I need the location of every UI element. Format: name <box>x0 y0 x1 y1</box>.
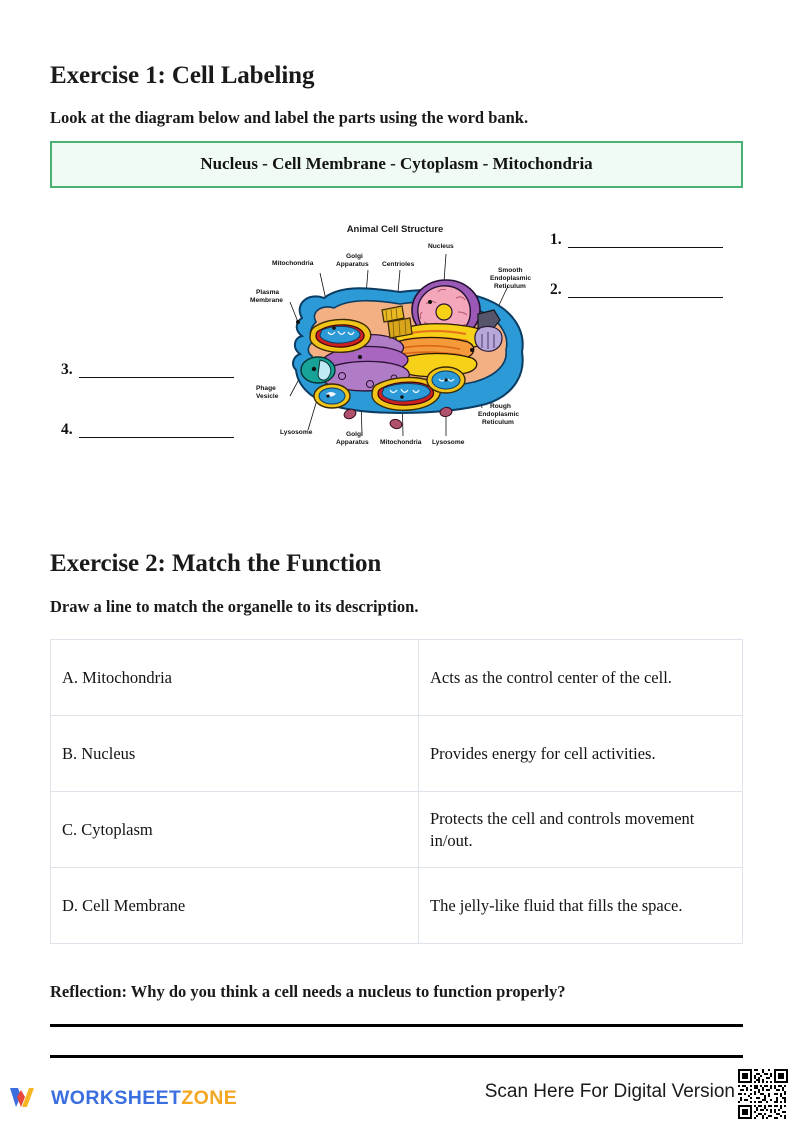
label-golgi-bottom-1: Golgi <box>346 431 363 438</box>
worksheet-zone-logo[interactable] <box>8 1085 237 1111</box>
label-phage-vesicle-2: Vesicle <box>256 393 279 400</box>
lysosome-shape-2 <box>427 367 465 393</box>
exercise-2-section <box>50 550 743 578</box>
organelle-cell[interactable]: C. Cytoplasm <box>51 792 419 868</box>
label-smooth-er-1: Smooth <box>498 267 523 274</box>
match-table-wrap <box>50 639 743 944</box>
description-cell[interactable]: Acts as the control center of the cell. <box>419 640 743 716</box>
table-row[interactable] <box>51 868 743 944</box>
blank-2-line[interactable] <box>568 296 723 298</box>
label-golgi-bottom-2: Apparatus <box>336 439 369 446</box>
nucleus-pointer-dot <box>428 300 432 304</box>
animal-cell-diagram <box>250 218 540 463</box>
word-bank: Nucleus - Cell Membrane - Cytoplasm - Mitochondria <box>50 141 743 188</box>
diagram-area <box>50 218 743 483</box>
logo-primary-text: WORKSHEET <box>51 1087 181 1109</box>
blank-4-line[interactable] <box>79 436 234 438</box>
label-mitochondria-bottom: Mitochondria <box>380 439 422 446</box>
reflection-answer-line-2-wrap <box>50 1055 743 1058</box>
qr-code[interactable] <box>738 1069 788 1119</box>
exercise-2-title: Exercise 2: Match the Function <box>50 550 743 578</box>
exercise-1-title: Exercise 1: Cell Labeling <box>50 62 743 90</box>
phage-vesicle-shape <box>301 357 335 383</box>
exercise-2-instruction-wrap <box>50 597 743 617</box>
qr-code-image <box>738 1069 788 1119</box>
blank-3-line[interactable] <box>79 376 234 378</box>
nucleolus <box>436 304 452 320</box>
description-cell[interactable]: Provides energy for cell activities. <box>419 716 743 792</box>
worksheet-zone-logo-text <box>51 1087 237 1110</box>
label-blank-1[interactable] <box>550 232 723 248</box>
blank-3-number: 3. <box>61 362 73 378</box>
organelle-cell[interactable]: A. Mitochondria <box>51 640 419 716</box>
label-rough-er-3: Reticulum <box>482 419 514 426</box>
table-row[interactable] <box>51 640 743 716</box>
description-cell[interactable]: Protects the cell and controls movement in/out. <box>419 792 743 868</box>
reflection-answer-line-1[interactable] <box>50 1024 743 1027</box>
smooth-er-shape <box>475 310 502 351</box>
label-lysosome-left: Lysosome <box>280 429 313 436</box>
label-phage-vesicle-1: Phage <box>256 385 276 392</box>
label-nucleus: Nucleus <box>428 243 454 250</box>
table-row[interactable] <box>51 792 743 868</box>
label-lysosome-right: Lysosome <box>432 439 465 446</box>
blank-2-number: 2. <box>550 282 562 298</box>
label-blank-4[interactable] <box>61 422 234 438</box>
logo-secondary-text: ZONE <box>181 1087 237 1109</box>
lysosome-shape-1 <box>314 384 350 408</box>
scan-here-text: Scan Here For Digital Version <box>485 1081 735 1103</box>
reflection-answer-line-2[interactable] <box>50 1055 743 1058</box>
organelle-cell[interactable]: B. Nucleus <box>51 716 419 792</box>
match-table <box>50 639 743 944</box>
word-bank-wrap <box>50 141 743 188</box>
mitochondria-shape-1 <box>310 319 371 352</box>
label-centrioles: Centrioles <box>382 261 415 268</box>
worksheet-zone-logo-mark <box>8 1085 44 1111</box>
reflection-section <box>50 982 743 1002</box>
label-plasma-membrane-2: Membrane <box>250 297 283 304</box>
reflection-prompt: Reflection: Why do you think a cell needs a nucleus to function properly? <box>50 982 743 1002</box>
label-rough-er-1: Rough <box>490 403 511 410</box>
blank-1-number: 1. <box>550 232 562 248</box>
blank-1-line[interactable] <box>568 246 723 248</box>
label-mitochondria-top: Mitochondria <box>272 260 314 267</box>
label-smooth-er-2: Endoplasmic <box>490 275 531 282</box>
organelle-cell[interactable]: D. Cell Membrane <box>51 868 419 944</box>
label-plasma-membrane-1: Plasma <box>256 289 279 296</box>
exercise-1-instruction-wrap <box>50 108 743 128</box>
label-blank-3[interactable] <box>61 362 234 378</box>
label-golgi-top-2: Apparatus <box>336 261 369 268</box>
label-golgi-top-1: Golgi <box>346 253 363 260</box>
diagram-title-text: Animal Cell Structure <box>347 224 444 235</box>
description-cell[interactable]: The jelly-like fluid that fills the space. <box>419 868 743 944</box>
label-smooth-er-3: Reticulum <box>494 283 526 290</box>
exercise-2-instruction: Draw a line to match the organelle to its description. <box>50 597 743 617</box>
exercise-1-section <box>50 62 743 90</box>
table-row[interactable] <box>51 716 743 792</box>
reflection-answer-line-1-wrap <box>50 1024 743 1027</box>
exercise-1-instruction: Look at the diagram below and label the parts using the word bank. <box>50 108 743 128</box>
label-rough-er-2: Endoplasmic <box>478 411 519 418</box>
blank-4-number: 4. <box>61 422 73 438</box>
label-blank-2[interactable] <box>550 282 723 298</box>
